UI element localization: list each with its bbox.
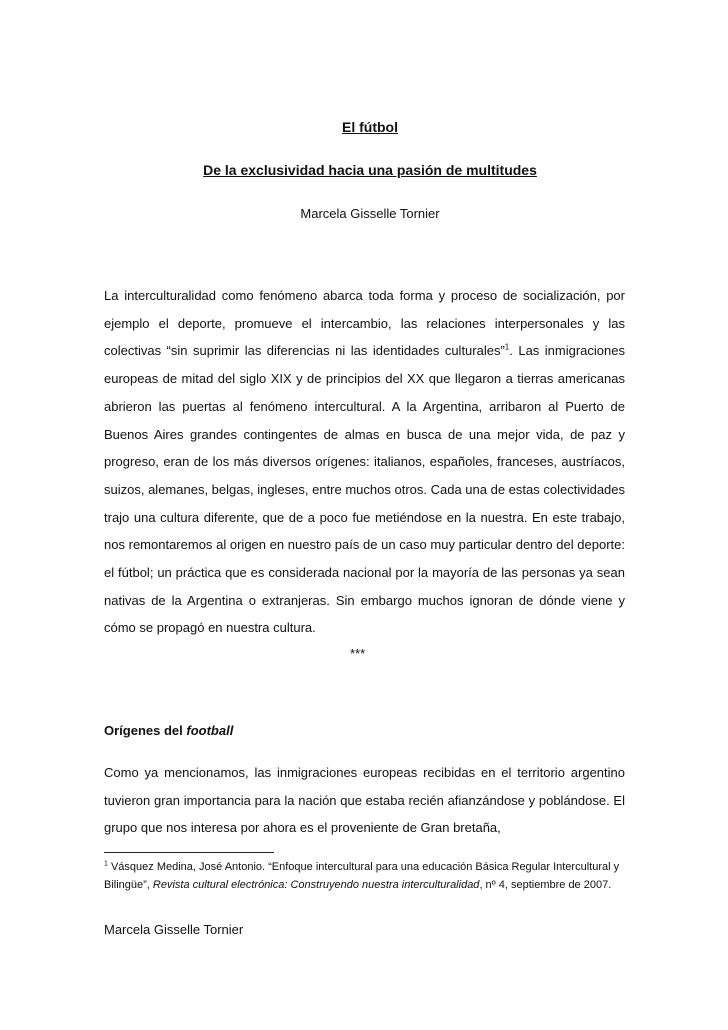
footnote-source-title: Revista cultural electrónica: Construyendo nuestra interculturalidad bbox=[152, 879, 480, 891]
footer-author: Marcela Gisselle Tornier bbox=[104, 922, 244, 937]
footnote-text-a: Vásquez Medina, José Antonio. “Enfoque intercultural para una educación Básica Regular Intercultural y Bilingüe”, bbox=[104, 861, 620, 891]
author-name: Marcela Gisselle Tornier bbox=[300, 206, 440, 221]
footnote-reference[interactable]: 1 bbox=[504, 343, 510, 353]
footnote bbox=[104, 858, 625, 894]
section-heading bbox=[104, 723, 233, 738]
intro-paragraph bbox=[104, 282, 625, 642]
footnote-divider bbox=[104, 852, 274, 853]
origins-paragraph: Como ya mencionamos, las inmigraciones europeas recibidas en el territorio argentino tuvieron gran importancia para la nación que estaba recién afianzándose y poblándose. El grupo que nos interesa por ahora es el proveniente de Gran bretaña, bbox=[104, 765, 625, 836]
intro-paragraph-text-a: La interculturalidad como fenómeno abarca toda forma y proceso de socialización, por ejemplo el deporte, promueve el intercambio, las relaciones interpersonales y las colectivas “sin suprimir las diferencias ni las identidades culturales” bbox=[104, 288, 625, 359]
section-separator: *** bbox=[350, 646, 366, 661]
intro-paragraph-text-b: . Las inmigraciones europeas de mitad del siglo XIX y de principios del XX que llegaron a tierras americanas abrieron las puertas al fenómeno intercultural. A la Argentina, arribaron al Puerto de Buenos Aires grandes contingentes de almas en busca de una mejor vida, de paz y progreso, eran de los más diversos orígenes: italianos, españoles, franceses, austríacos, suizos, alemanes, belgas, ingleses, entre muchos otros. Cada una de estas colectividades trajo una cultura diferente, que de a poco fue metiéndose en la nuestra. En este trabajo, nos remontaremos al origen en nuestro país de un caso muy particular dentro del deporte: el fútbol; un práctica que es considerada nacional por la mayoría de las personas ya sean nativas de la Argentina o extranjeras. Sin embargo muchos ignoran de dónde viene y cómo se propagó en nuestra cultura. bbox=[104, 343, 626, 636]
document-subtitle: De la exclusividad hacia una pasión de multitudes bbox=[203, 162, 537, 178]
section-heading-text: Orígenes del bbox=[104, 723, 187, 738]
section-heading-italic: football bbox=[186, 723, 234, 738]
document-title: El fútbol bbox=[342, 119, 398, 135]
footnote-text-b: , nº 4, septiembre de 2007. bbox=[479, 879, 612, 891]
footnote-mark: 1 bbox=[104, 860, 108, 868]
